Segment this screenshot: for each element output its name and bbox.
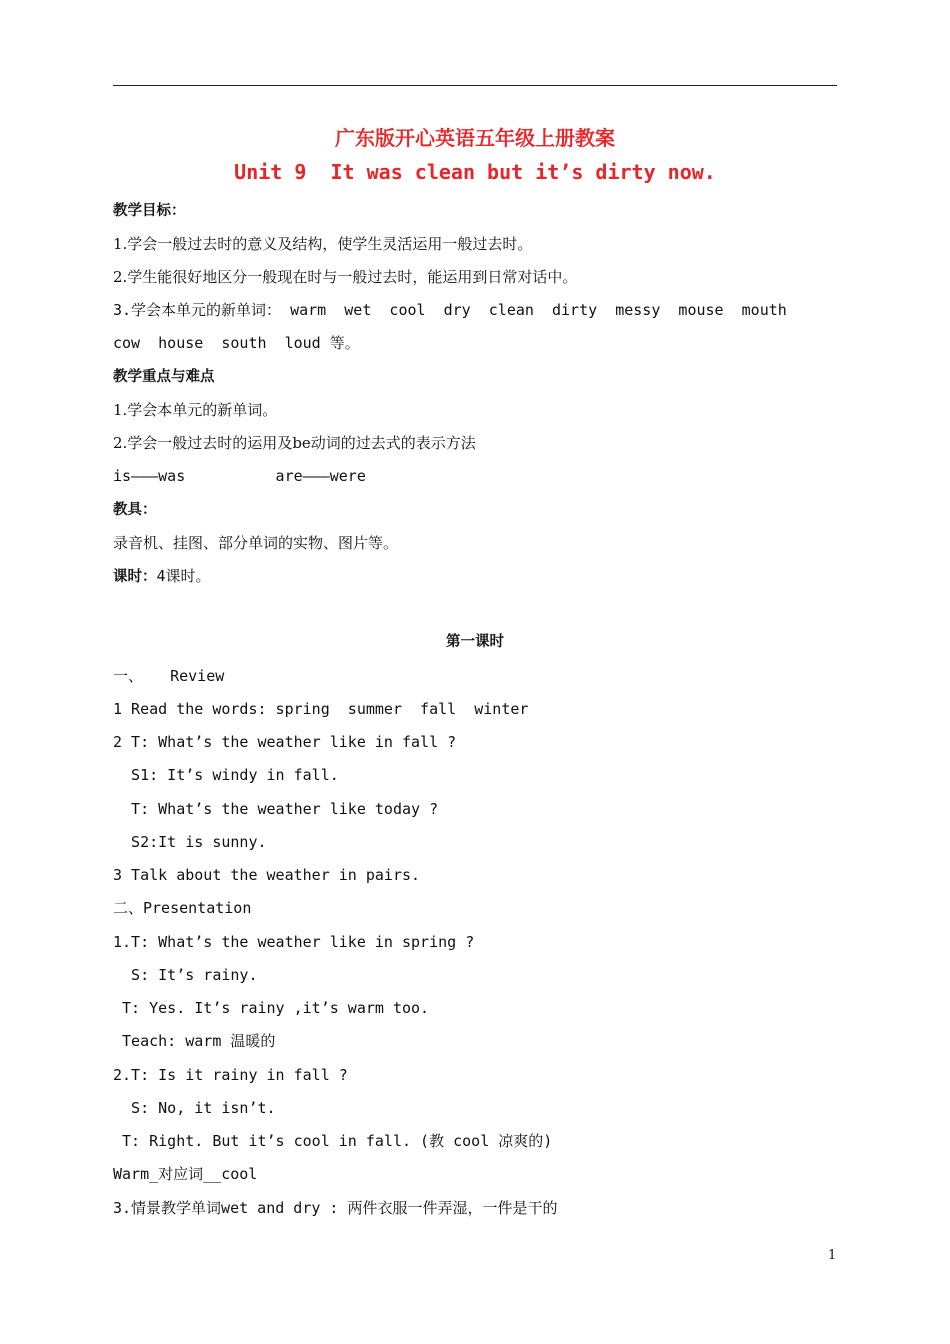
field-label: 课时： [113,569,157,585]
text-line: Teach: warm 温暖的 [113,1032,276,1050]
text-line: 教学目标： [113,203,186,219]
text-line: S: It’s rainy. [113,966,258,984]
page-number: 1 [828,1248,837,1263]
text-line: Warm_对应词__cool [113,1165,258,1183]
text-line: 2.T: Is it rainy in fall ? [113,1066,348,1084]
text-line [113,566,211,587]
header-rule [113,85,837,86]
text-line: 2.学生能很好地区分一般现在时与一般过去时，能运用到日常对话中。 [113,268,578,286]
text-line: T: What’s the weather like today ? [113,800,439,818]
text-line: S2:It is sunny. [113,833,267,851]
text-line: 2.学会一般过去时的运用及be动词的过去式的表示方法 [113,434,476,452]
text-line: 二、Presentation [113,899,252,917]
text-line: cow house south loud 等。 [113,334,360,352]
text-line: 录音机、挂图、部分单词的实物、图片等。 [113,534,399,552]
text-line: 第一课时 [446,634,504,650]
text-line: 一、 Review [113,667,225,685]
text-line: 2 T: What’s the weather like in fall ? [113,733,457,751]
text-line: S: No, it isn’t. [113,1099,276,1117]
text-line: 1.学会一般过去时的意义及结构，使学生灵活运用一般过去时。 [113,235,533,253]
field-value: 4课时。 [156,567,211,585]
text-line: 教具： [113,502,157,518]
text-line: 1.T: What’s the weather like in spring ? [113,933,475,951]
text-line: 3.情景教学单词wet and dry : 两件衣服一件弄湿，一件是干的 [113,1199,558,1217]
text-line: 教学重点与难点 [113,369,215,385]
text-line: 3 Talk about the weather in pairs. [113,866,421,884]
text-line: T: Yes. It’s rainy ,it’s warm too. [113,999,430,1017]
text-line: is———was are———were [113,467,366,485]
document-title-english: Unit 9 It was clean but it’s dirty now. [234,160,716,184]
text-line: T: Right. But it’s cool in fall. (教 cool 凉爽的) [113,1132,553,1150]
text-line: 3.学会本单元的新单词： warm wet cool dry clean dirty messy mouse mouth [113,301,787,319]
document-title-chinese: 广东版开心英语五年级上册教案 [335,126,615,150]
text-line: 1.学会本单元的新单词。 [113,401,278,419]
text-line: 1 Read the words: spring summer fall winter [113,700,529,718]
text-line: S1: It’s windy in fall. [113,766,339,784]
